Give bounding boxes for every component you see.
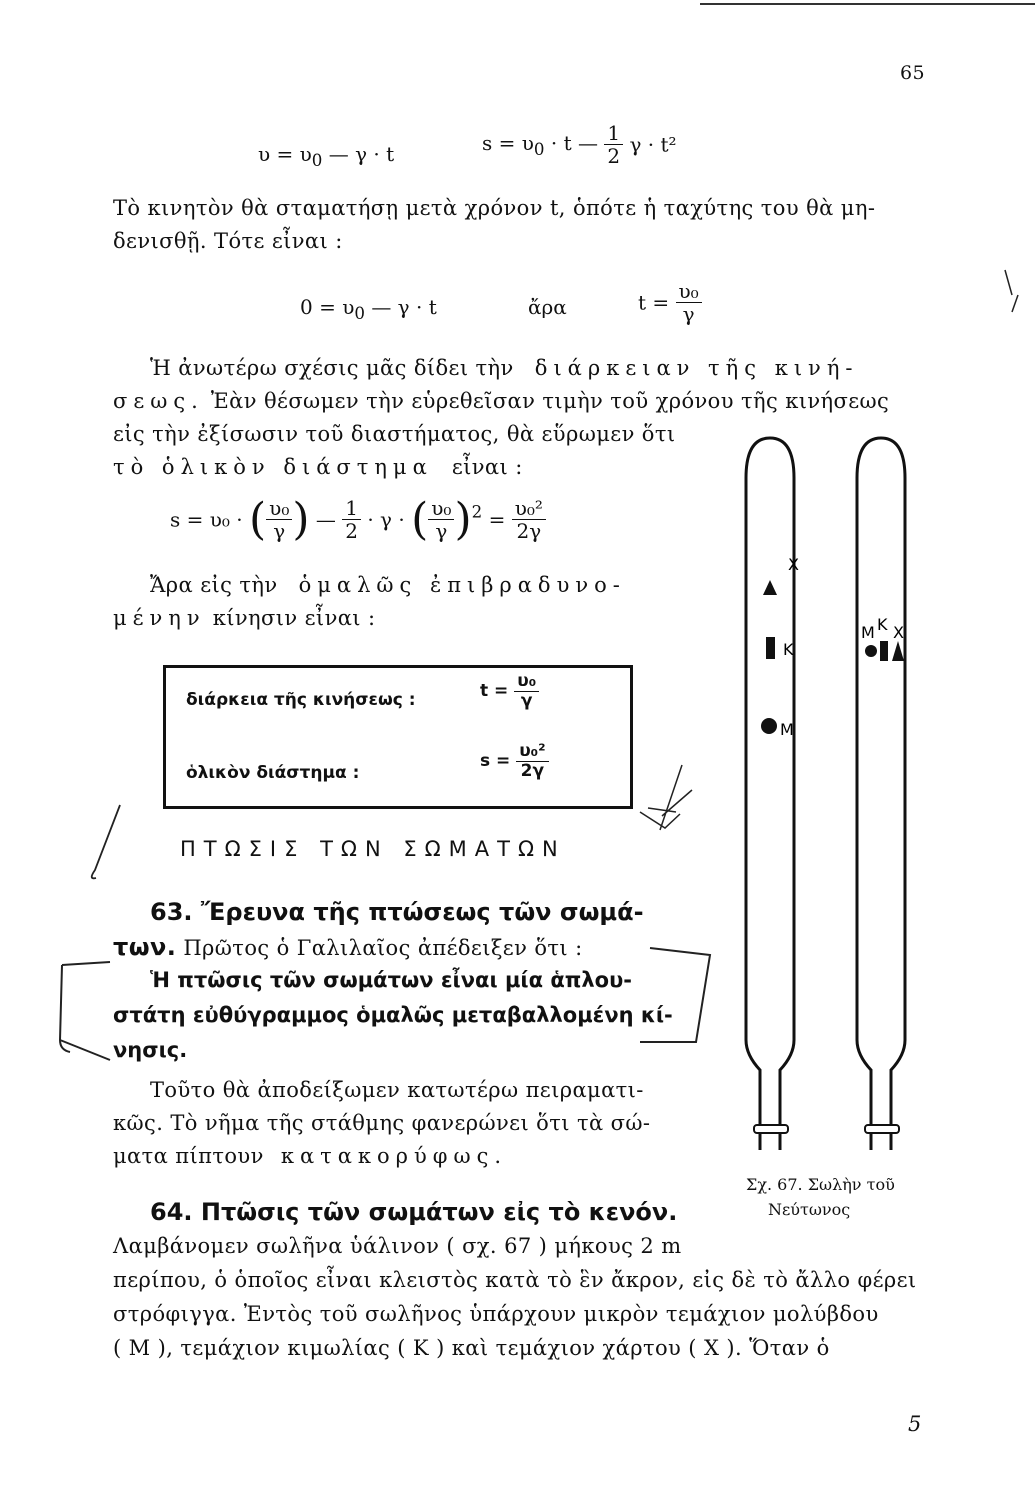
pen-mark bbox=[648, 765, 692, 830]
paragraph-line: κῶς. Τὸ νῆμα τῆς στάθμης φανερώνει ὅτι τὰ σώ- bbox=[113, 1111, 651, 1135]
pen-tick bbox=[1005, 270, 1018, 312]
tube-1-outline bbox=[746, 438, 794, 1150]
tube-2-label-m: M bbox=[861, 623, 875, 642]
tube-1-stopcock bbox=[754, 1125, 788, 1133]
paragraph-line: δενισθῇ. Τότε εἶναι : bbox=[113, 229, 343, 253]
distance-formula: s = $\frac{\text{υ₀²}}{2\gamma}$ bbox=[480, 742, 549, 780]
duration-formula: t = $\frac{\text{υ₀}}{\gamma}$ bbox=[480, 672, 539, 710]
tube-1-paper-marker bbox=[763, 580, 777, 595]
paragraph-line: τὸ ὁλικὸν διάστημα εἶναι : bbox=[113, 455, 523, 479]
tube-1-chalk-marker bbox=[766, 637, 775, 659]
tube-2-lead-marker bbox=[865, 645, 877, 657]
paragraph-line: Ἄρα εἰς τὴν ὁμαλῶς ἐπιβραδυνο- bbox=[150, 573, 626, 597]
paragraph-line: σεως. Ἐὰν θέσωμεν τὴν εὑρεθεῖσαν τιμὴν τοῦ χρόνου τῆς κινήσεως bbox=[113, 389, 890, 413]
total-distance-derivation: s = υ₀ · ( $\frac{\text{υ₀}}{\gamma}$ ) — $\frac{1}{2}$ · γ · ( $\frac{\text{υ₀}}{\gamma}$ )$^2$ = $\frac{\text{υ₀²}}{2\gamma}$ bbox=[170, 494, 546, 545]
tube-2-label-x: X bbox=[893, 623, 904, 642]
paragraph-line: ματα πίπτουν κατακορύφως. bbox=[113, 1144, 508, 1168]
velocity-equation: $\upsilon = \upsilon_0$ — γ · t bbox=[258, 142, 395, 170]
duration-label: διάρκεια τῆς κινήσεως : bbox=[186, 690, 416, 710]
paragraph-line: εἰς τὴν ἐξίσωσιν τοῦ διαστήματος, θὰ εὕρωμεν ὅτι bbox=[113, 422, 676, 446]
figure-caption: Νεύτωνος bbox=[768, 1200, 851, 1219]
tube-1-lead-marker bbox=[761, 718, 777, 734]
distance-equation: $s = \upsilon_0 \cdot t$ — $\frac{1}{2}$ γ · t² bbox=[482, 121, 677, 168]
stop-equation: $0 = \upsilon_0$ — γ · t bbox=[300, 295, 437, 323]
paragraph-line: ( M ), τεμάχιον κιμωλίας ( K ) καὶ τεμάχιον χάρτου ( X ). Ὅταν ὁ bbox=[113, 1336, 830, 1360]
paragraph-line: Τὸ κινητὸν θὰ σταματήσῃ μετὰ χρόνον t, ὁπότε ἡ ταχύτης του θὰ μη- bbox=[113, 196, 876, 220]
page-number: 65 bbox=[900, 62, 925, 84]
pen-check-mark bbox=[640, 812, 680, 828]
paragraph-line: Λαμβάνομεν σωλῆνα ὑάλινον ( σχ. 67 ) μήκους 2 m bbox=[113, 1234, 682, 1258]
tube-1-label-k: K bbox=[783, 640, 794, 659]
paragraph-line: περίπου, ὁ ὁποῖος εἶναι κλειστὸς κατὰ τὸ ἓν ἄκρον, εἰς δὲ τὸ ἄλλο φέρει bbox=[113, 1268, 917, 1292]
time-equation: t = $\frac{\text{υ₀}}{\gamma}$ bbox=[638, 280, 702, 325]
tube-2-paper-marker bbox=[892, 641, 904, 661]
tube-1-label-m: M bbox=[780, 720, 794, 739]
paragraph-line: στρόφιγγα. Ἐντὸς τοῦ σωλῆνος ὑπάρχουν μικρὸν τεμάχιον μολύβδου bbox=[113, 1302, 879, 1326]
tube-2-outline bbox=[857, 438, 905, 1150]
paragraph-line: μένην κίνησιν εἶναι : bbox=[113, 606, 376, 630]
tube-2-chalk-marker bbox=[880, 641, 888, 661]
tube-2-label-k: K bbox=[877, 615, 888, 634]
section-title: ΠΤΩΣΙΣ ΤΩΝ ΣΩΜΑΤΩΝ bbox=[180, 837, 566, 861]
bracket-left-mark bbox=[60, 962, 110, 1060]
galileo-statement: Ἡ πτῶσις τῶν σωμάτων εἶναι μία ἁπλου- bbox=[150, 968, 632, 992]
paragraph-line: Ἡ ἀνωτέρω σχέσις μᾶς δίδει τὴν διάρκειαν τῆς κινή- bbox=[150, 356, 859, 380]
distance-label: ὁλικὸν διάστημα : bbox=[186, 763, 360, 783]
bracket-right-mark bbox=[640, 948, 710, 1042]
tube-2-stopcock bbox=[865, 1125, 899, 1133]
galileo-statement: στάτη εὐθύγραμμος ὁμαλῶς μεταβαλλομένη κί- bbox=[113, 1003, 673, 1027]
figure-caption: Σχ. 67. Σωλὴν τοῦ bbox=[746, 1175, 895, 1194]
section-63-heading: 63. Ἔρευνα τῆς πτώσεως τῶν σωμά- bbox=[150, 898, 644, 926]
pen-stroke bbox=[92, 805, 120, 878]
galileo-statement: νησις. bbox=[113, 1038, 188, 1062]
ara-word: ἄρα bbox=[528, 295, 567, 319]
footer-mark: 5 bbox=[908, 1412, 922, 1436]
paragraph-line: των. Πρῶτος ὁ Γαλιλαῖος ἀπέδειξεν ὅτι : bbox=[113, 933, 583, 961]
tube-1-label-x: X bbox=[788, 555, 799, 574]
paragraph-line: Τοῦτο θὰ ἀποδείξωμεν κατωτέρω πειραματι- bbox=[150, 1078, 644, 1102]
section-64-heading: 64. Πτῶσις τῶν σωμάτων εἰς τὸ κενόν. bbox=[150, 1198, 678, 1226]
